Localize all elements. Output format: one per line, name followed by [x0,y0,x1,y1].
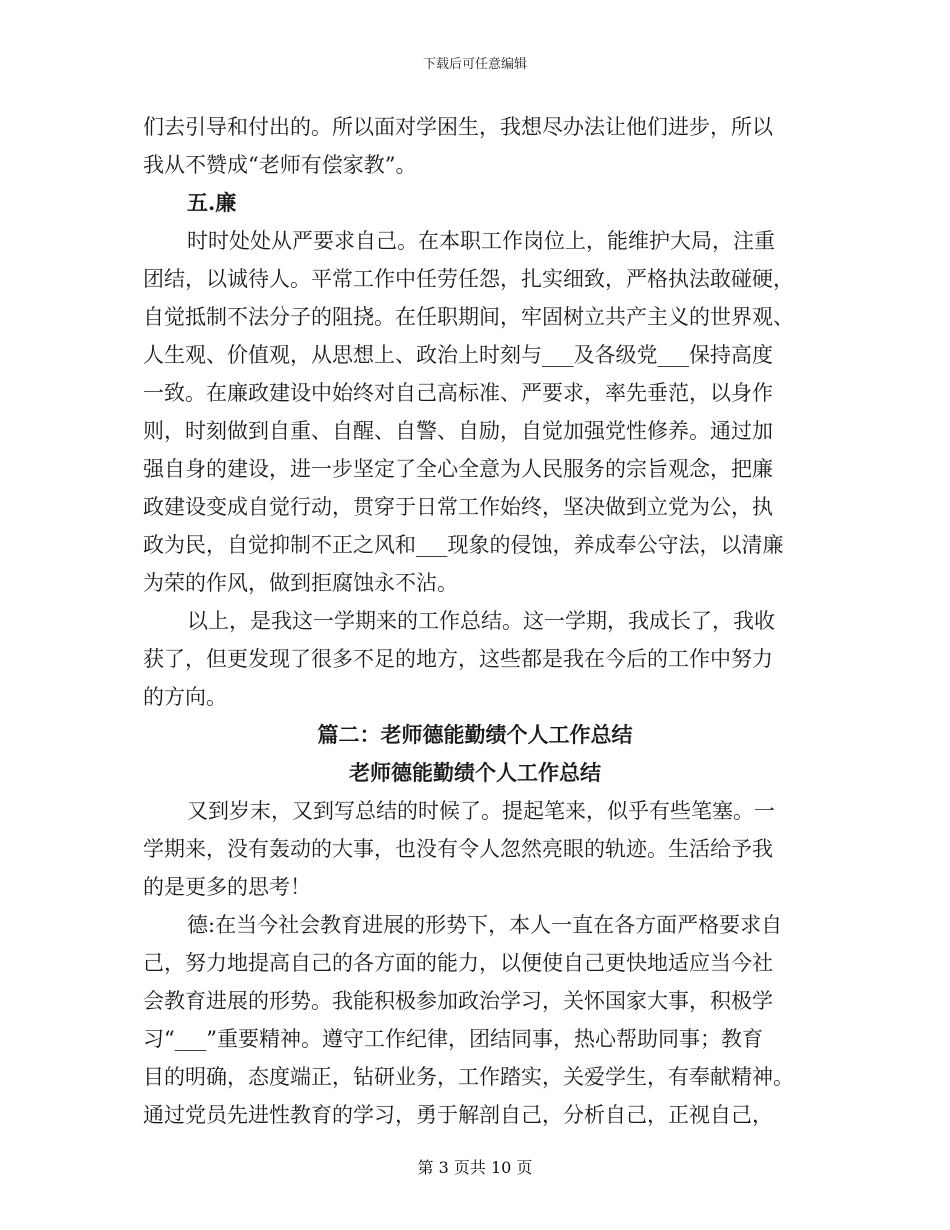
body-line: 人生观、价值观，从思想上、政治上时刻与___及各级党___保持高度 [143,343,773,367]
body-line: 我从不赞成“老师有偿家教”。 [143,153,417,177]
body-line: 自觉抵制不法分子的阻挠。在任职期间，牢固树立共产主义的世界观、 [143,305,794,329]
body-line: 目的明确，态度端正，钻研业务，工作踏实，关爱学生，有奉献精神。 [143,1065,794,1089]
body-line: 一致。在廉政建设中始终对自己高标准、严要求，率先垂范，以身作 [143,381,773,405]
chapter-title: 篇二：老师德能勤绩个人工作总结 [317,722,633,747]
article-title: 老师德能勤绩个人工作总结 [349,760,601,785]
body-line: 获了，但更发现了很多不足的地方，这些都是我在今后的工作中努力 [143,647,773,671]
body-line: 以上，是我这一学期来的工作总结。这一学期，我成长了，我收 [187,609,775,633]
body-line: 政建设变成自觉行动，贯穿于日常工作始终，坚决做到立党为公，执 [143,495,773,519]
body-line: 则，时刻做到自重、自醒、自警、自励，自觉加强党性修养。通过加 [143,419,773,443]
body-line: 政为民，自觉抑制不正之风和___现象的侵蚀，养成奉公守法，以清廉 [143,533,784,557]
body-line: 的是更多的思考！ [143,875,311,899]
body-line: 为荣的作风，做到拒腐蚀永不沾。 [143,571,458,595]
body-line: 强自身的建设，进一步坚定了全心全意为人民服务的宗旨观念，把廉 [143,457,773,481]
page-footer: 第 3 页共 10 页 [417,1158,533,1177]
body-line: 学期来，没有轰动的大事，也没有令人忽然亮眼的轨迹。生活给予我 [143,837,773,861]
body-line: 习“___”重要精神。遵守工作纪律，团结同事，热心帮助同事；教育 [143,1027,763,1051]
page-header: 下载后可任意编辑 [422,57,527,72]
section-heading-lian: 五.廉 [187,190,237,215]
document-body [143,108,807,1134]
body-line: 己，努力地提高自己的各方面的能力，以便使自己更快地适应当今社 [143,951,773,975]
body-line: 时时处处从严要求自己。在本职工作岗位上，能维护大局，注重 [187,229,775,253]
body-line: 德:在当今社会教育进展的形势下，本人一直在各方面严格要求自 [187,913,783,937]
body-line: 又到岁末，又到写总结的时候了。提起笔来，似乎有些笔塞。一 [187,799,775,823]
body-line: 通过党员先进性教育的学习，勇于解剖自己，分析自己，正视自己， [143,1103,773,1127]
body-line: 团结，以诚待人。平常工作中任劳任怨，扎实细致，严格执法敢碰硬， [143,267,794,291]
body-line: 们去引导和付出的。所以面对学困生，我想尽办法让他们进步，所以 [143,115,773,139]
body-line: 的方向。 [143,685,227,709]
body-line: 会教育进展的形势。我能积极参加政治学习，关怀国家大事，积极学 [143,989,773,1013]
